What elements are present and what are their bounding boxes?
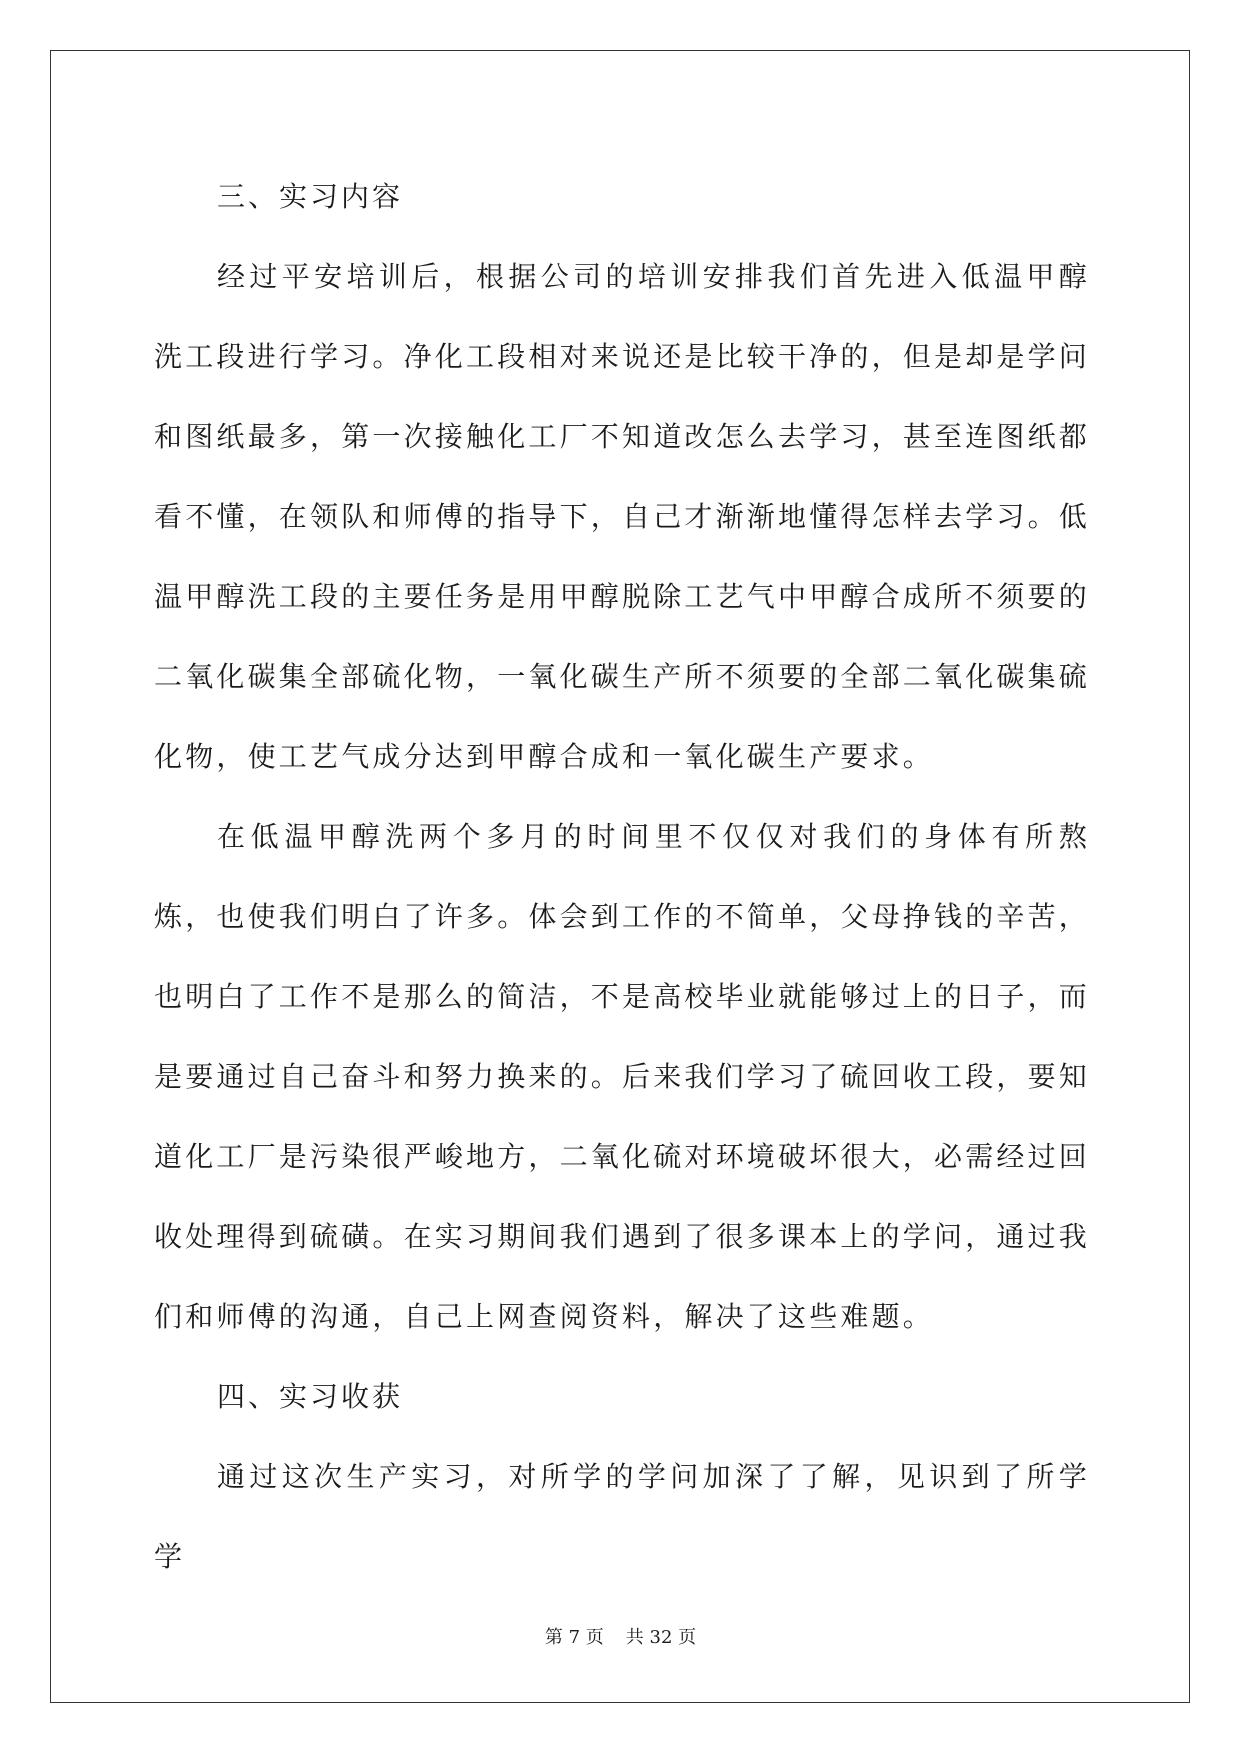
- document-body: [154, 157, 1090, 1597]
- paragraph-gains: 通过这次生产实习，对所学的学问加深了了解，见识到了所学学: [154, 1460, 1090, 1573]
- paragraph-experience: 在低温甲醇洗两个多月的时间里不仅仅对我们的身体有所熬炼，也使我们明白了许多。体会到工作的不简单，父母挣钱的辛苦，也明白了工作不是那么的简洁，不是高校毕业就能够过上的日子，而是要通过自己奋斗和努力换来的。后来我们学习了硫回收工段，要知道化工厂是污染很严峻地方，二氧化硫对环境破坏很大，必需经过回收处理得到硫磺。在实习期间我们遇到了很多课本上的学问，通过我们和师傅的沟通，自己上网查阅资料，解决了这些难题。: [154, 820, 1091, 1333]
- page-footer: [0, 1626, 1241, 1650]
- page-total: 共 32 页: [625, 1627, 697, 1648]
- page-number: 第 7 页: [544, 1627, 604, 1648]
- paragraph-training: 经过平安培训后，根据公司的培训安排我们首先进入低温甲醇洗工段进行学习。净化工段相对来说还是比较干净的，但是却是学问和图纸最多，第一次接触化工厂不知道改怎么去学习，甚至连图纸都看不懂，在领队和师傅的指导下，自己才渐渐地懂得怎样去学习。低温甲醇洗工段的主要任务是用甲醇脱除工艺气中甲醇合成所不须要的二氧化碳集全部硫化物，一氧化碳生产所不须要的全部二氧化碳集硫化物，使工艺气成分达到甲醇合成和一氧化碳生产要求。: [154, 260, 1091, 773]
- section-heading-internship-gains: 四、实习收获: [217, 1380, 404, 1413]
- section-heading-internship-content: 三、实习内容: [217, 180, 404, 213]
